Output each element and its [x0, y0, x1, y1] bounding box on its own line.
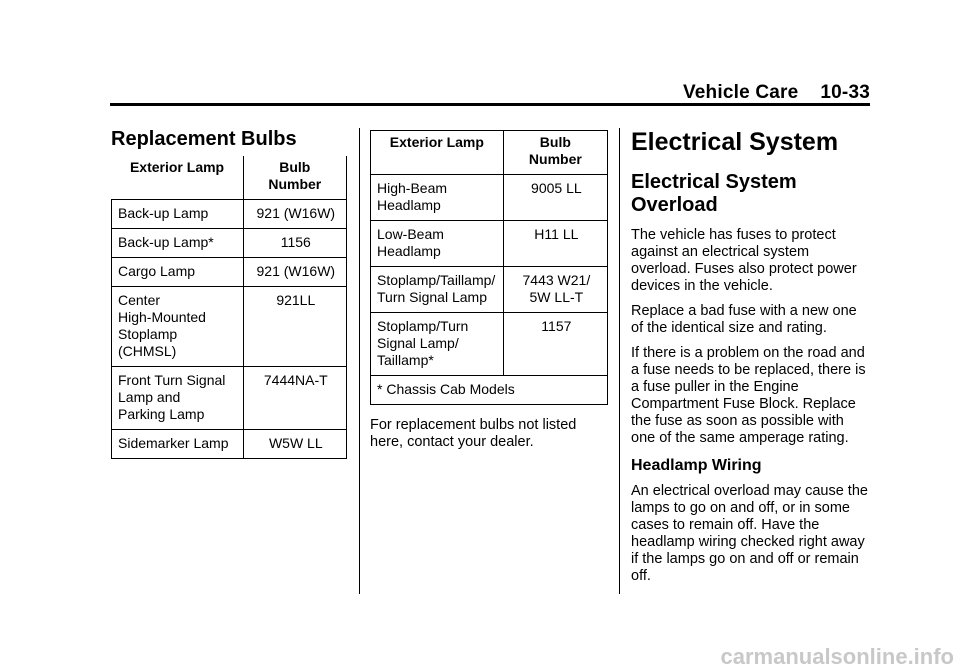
- table-row: [112, 367, 347, 430]
- page-number: 10-33: [820, 82, 870, 103]
- table-row: [112, 287, 347, 367]
- bulb-table-2-body: [371, 175, 608, 376]
- bulb-table-1: [111, 156, 347, 459]
- bulb-number-cell: 7443 W21/ 5W LL-T: [503, 267, 607, 313]
- lamp-name-cell: Center High-Mounted Stoplamp (CHMSL): [112, 287, 244, 367]
- header-bulb-number: Bulb Number: [503, 131, 607, 175]
- table-row: [112, 258, 347, 287]
- bulb-number-cell: 1156: [243, 229, 346, 258]
- paragraph-headlamp: An electrical overload may cause the lamps to go on and off, or in some cases to remain off. Have the headlamp wiring checked right away if the lamps go on and off or remain off.: [631, 483, 868, 584]
- bulb-number-cell: W5W LL: [243, 430, 346, 459]
- dealer-note: For replacement bulbs not listed here, contact your dealer.: [370, 417, 577, 450]
- bulb-number-cell: 921 (W16W): [243, 258, 346, 287]
- header-rule: [110, 103, 870, 106]
- table-footnote: * Chassis Cab Models: [371, 376, 608, 405]
- watermark: carmanualsonline.info: [720, 644, 954, 669]
- lamp-name-cell: Low-Beam Headlamp: [371, 221, 504, 267]
- lamp-name-cell: Stoplamp/Taillamp/ Turn Signal Lamp: [371, 267, 504, 313]
- bulb-table-2: [370, 130, 608, 405]
- paragraph-problem: If there is a problem on the road and a fuse needs to be replaced, there is a fuse puller in the Engine Compartment Fuse Block. Replace the fuse as soon as possible with one of the same amperage rating.: [631, 345, 866, 446]
- table-row: [112, 200, 347, 229]
- paragraph-replace: Replace a bad fuse with a new one of the identical size and rating.: [631, 303, 857, 336]
- table-header-row: [112, 156, 347, 200]
- header-exterior-lamp: Exterior Lamp: [371, 131, 504, 175]
- bulb-number-cell: 1157: [503, 313, 607, 376]
- column-3: [631, 128, 871, 593]
- bulb-number-cell: 921LL: [243, 287, 346, 367]
- bulb-number-cell: 921 (W16W): [243, 200, 346, 229]
- lamp-name-cell: High-Beam Headlamp: [371, 175, 504, 221]
- table-row: [371, 175, 608, 221]
- header-bulb-number: Bulb Number: [243, 156, 346, 200]
- lamp-name-cell: Cargo Lamp: [112, 258, 244, 287]
- lamp-name-cell: Sidemarker Lamp: [112, 430, 244, 459]
- electrical-system-title: Electrical System: [631, 128, 839, 156]
- table-row: [112, 430, 347, 459]
- table-row: [371, 221, 608, 267]
- page-header: [683, 82, 870, 104]
- column-2: [370, 130, 608, 459]
- section-title: Vehicle Care: [682, 82, 799, 103]
- table-row: [112, 229, 347, 258]
- column-divider-1: [359, 128, 360, 594]
- table-header-row: [371, 131, 608, 175]
- lamp-name-cell: Back-up Lamp*: [112, 229, 244, 258]
- paragraph-fuses: The vehicle has fuses to protect against an electrical system overload. Fuses also protect power devices in the vehicle.: [631, 227, 857, 294]
- lamp-name-cell: Stoplamp/Turn Signal Lamp/ Taillamp*: [371, 313, 504, 376]
- column-1: [111, 128, 347, 459]
- headlamp-wiring-heading: Headlamp Wiring: [631, 457, 762, 474]
- bulb-number-cell: H11 LL: [503, 221, 607, 267]
- bulb-table-1-body: [112, 200, 347, 459]
- header-exterior-lamp: Exterior Lamp: [112, 156, 244, 200]
- bulb-number-cell: 9005 LL: [503, 175, 607, 221]
- replacement-bulbs-title: Replacement Bulbs: [111, 128, 297, 150]
- lamp-name-cell: Front Turn Signal Lamp and Parking Lamp: [112, 367, 244, 430]
- lamp-name-cell: Back-up Lamp: [112, 200, 244, 229]
- table-row: [371, 313, 608, 376]
- bulb-number-cell: 7444NA-T: [243, 367, 346, 430]
- column-divider-2: [619, 128, 620, 594]
- overload-subtitle: Electrical System Overload: [631, 171, 797, 216]
- table-row: [371, 267, 608, 313]
